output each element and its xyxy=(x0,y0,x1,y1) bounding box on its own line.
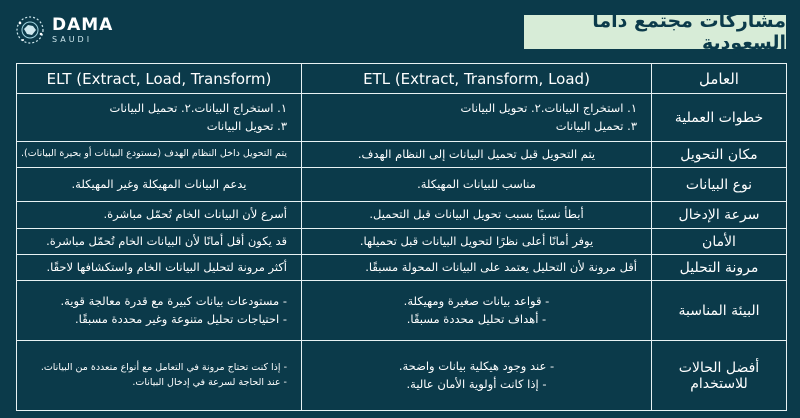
cell-line: - أهداف تحليل محددة مسبقًا. xyxy=(406,311,547,326)
brand-logo xyxy=(14,10,124,50)
row-factor: سرعة الإدخال xyxy=(652,202,787,229)
row-factor: مكان التحويل xyxy=(652,142,787,168)
row-elt-cell xyxy=(17,168,302,202)
row-factor: الأمان xyxy=(652,229,787,255)
row-elt-cell xyxy=(17,142,302,168)
cell-line: - عند وجود هيكلية بيانات واضحة. xyxy=(398,358,555,373)
row-elt-cell xyxy=(17,281,302,341)
cell-line: أقل مرونة لأن التحليل يعتمد على البيانات المحولة مسبقًا. xyxy=(365,259,637,274)
row-etl-cell xyxy=(302,281,652,341)
dama-globe-icon xyxy=(14,14,46,46)
table-header-row xyxy=(17,64,787,94)
cell-line: - إذا كنت تحتاج مرونة في التعامل مع أنواع متعددة من البيانات. xyxy=(40,361,287,373)
table-row xyxy=(17,229,787,255)
cell-line: ١. استخراج البيانات.٢. تحميل البيانات xyxy=(109,100,287,115)
header-factor: العامل xyxy=(652,64,787,94)
cell-line: - قواعد بيانات صغيرة ومهيكلة. xyxy=(403,293,550,308)
header-etl: ETL (Extract, Transform, Load) xyxy=(302,64,652,94)
row-etl-cell xyxy=(302,202,652,229)
row-factor: مرونة التحليل xyxy=(652,255,787,281)
cell-line: ٣. تحميل البيانات xyxy=(555,118,637,133)
cell-line: مناسب للبيانات المهيكلة. xyxy=(417,176,536,191)
row-elt-cell xyxy=(17,255,302,281)
cell-line: قد يكون أقل أمانًا لأن البيانات الخام تُحمّل مباشرة. xyxy=(46,233,287,248)
row-etl-cell xyxy=(302,168,652,202)
table-row xyxy=(17,341,787,411)
cell-line: يتم التحويل داخل النظام الهدف (مستودع البيانات أو بحيرة البيانات). xyxy=(21,148,287,160)
cell-line: - عند الحاجة لسرعة في إدخال البيانات. xyxy=(132,376,287,388)
cell-line: ٣. تحويل البيانات xyxy=(206,118,287,133)
comparison-table xyxy=(16,63,787,411)
row-factor: أفضل الحالات للاستخدام xyxy=(652,341,787,411)
cell-line: يوفر أمانًا أعلى نظرًا لتحويل البيانات قبل تحميلها. xyxy=(359,233,594,248)
cell-line: - مستودعات بيانات كبيرة مع قدرة معالجة قوية. xyxy=(60,293,287,308)
brand-name: DAMA xyxy=(52,14,114,35)
brand-sub: SAUDI xyxy=(52,34,93,44)
table-row xyxy=(17,281,787,341)
cell-line: - احتياجات تحليل متنوعة وغير محددة مسبقًا. xyxy=(75,311,287,326)
row-elt-cell xyxy=(17,229,302,255)
cell-line: يدعم البيانات المهيكلة وغير المهيكلة. xyxy=(71,176,247,191)
table-row xyxy=(17,255,787,281)
row-factor: البيئة المناسبة xyxy=(652,281,787,341)
row-etl-cell xyxy=(302,255,652,281)
cell-line: يتم التحويل قبل تحميل البيانات إلى النظام الهدف. xyxy=(357,146,596,161)
cell-line: - إذا كانت أولوية الأمان عالية. xyxy=(406,376,547,391)
cell-line: أبطأ نسبيًا بسبب تحويل البيانات قبل التحميل. xyxy=(369,207,584,222)
table-row xyxy=(17,142,787,168)
cell-line: أكثر مرونة لتحليل البيانات الخام واستكشافها لاحقًا. xyxy=(46,259,287,274)
row-elt-cell xyxy=(17,202,302,229)
row-etl-cell xyxy=(302,94,652,142)
row-elt-cell xyxy=(17,94,302,142)
row-factor: نوع البيانات xyxy=(652,168,787,202)
row-etl-cell xyxy=(302,229,652,255)
table-row xyxy=(17,168,787,202)
cell-line: ١. استخراج البيانات.٢. تحويل البيانات xyxy=(460,100,637,115)
row-etl-cell xyxy=(302,142,652,168)
table-row xyxy=(17,202,787,229)
row-elt-cell xyxy=(17,341,302,411)
cell-line: أسرع لأن البيانات الخام تُحمّل مباشرة. xyxy=(103,207,287,222)
row-etl-cell xyxy=(302,341,652,411)
header-elt: ELT (Extract, Load, Transform) xyxy=(17,64,302,94)
table-row xyxy=(17,94,787,142)
page-title: مشاركات مجتمع داما السعودية xyxy=(524,15,786,49)
row-factor: خطوات العملية xyxy=(652,94,787,142)
